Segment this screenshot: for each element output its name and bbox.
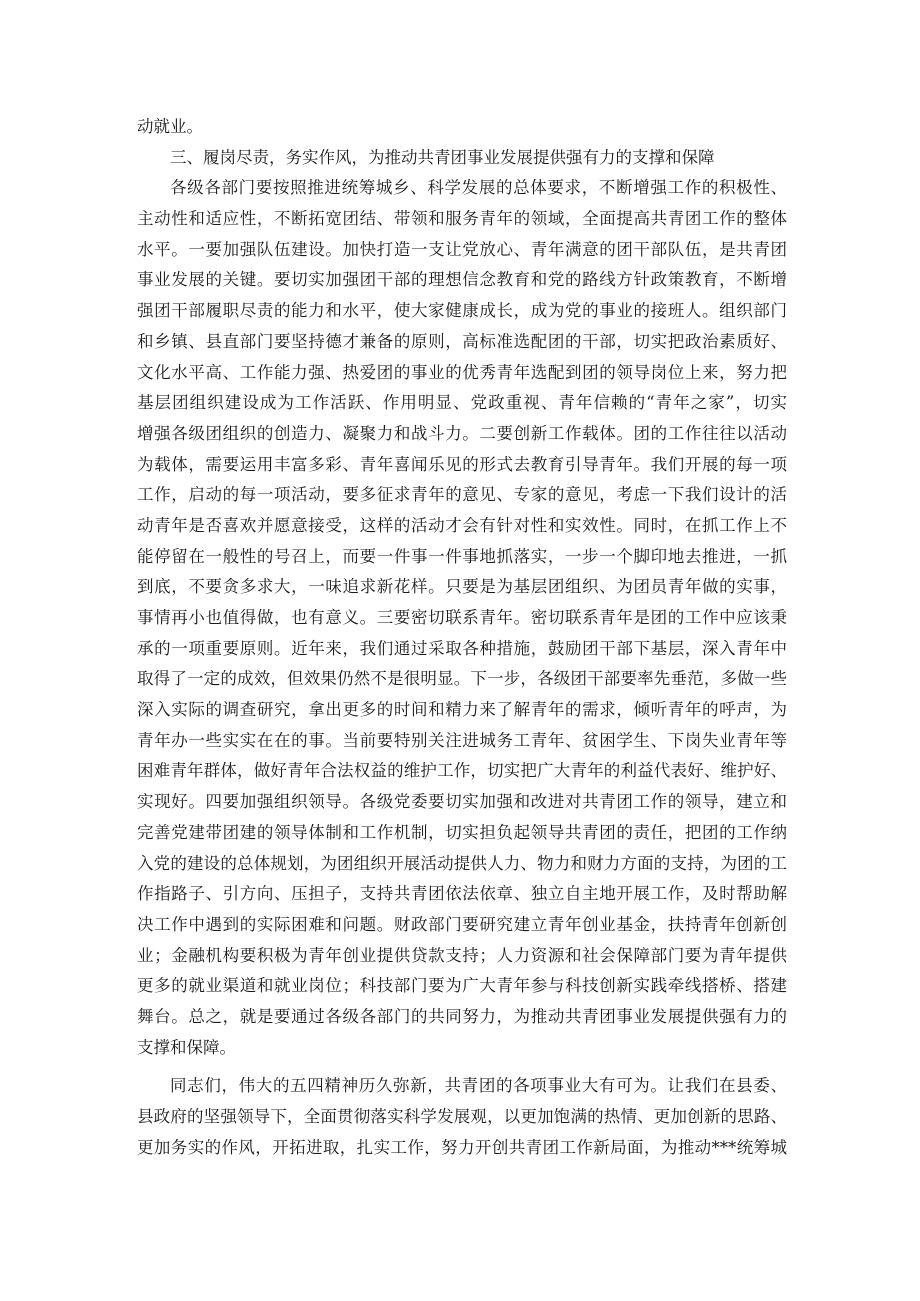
text-line: 动青年是否喜欢并愿意接受，这样的活动才会有针对性和实效性。同时，在抓工作上不 bbox=[137, 515, 787, 535]
text-line: 青年办一些实实在在的事。当前要特别关注进城务工青年、贫困学生、下岗失业青年等 bbox=[137, 730, 787, 750]
text-line: 强团干部履职尽责的能力和水平，使大家健康成长，成为党的事业的接班人。组织部门 bbox=[137, 301, 787, 321]
paragraph-gap bbox=[137, 1063, 787, 1071]
text-line: 完善党建带团建的领导体制和工作机制，切实担负起领导共青团的责任，把团的工作纳 bbox=[137, 822, 787, 842]
text-line: 承的一项重要原则。近年来，我们通过采取各种措施，鼓励团干部下基层，深入青年中 bbox=[137, 638, 787, 658]
text-line: 决工作中遇到的实际困难和问题。财政部门要研究建立青年创业基金，扶持青年创新创 bbox=[137, 914, 787, 934]
text-line: 取得了一定的成效，但效果仍然不是很明显。下一步，各级团干部要率先垂范，多做一些 bbox=[137, 669, 787, 689]
section-heading: 三、履岗尽责，务实作风，为推动共青团事业发展提供强有力的支撑和保障 bbox=[170, 147, 715, 167]
text-line: 工作，启动的每一项活动，要多征求青年的意见、专家的意见，考虑一下我们设计的活 bbox=[137, 485, 787, 505]
text-line: 更多的就业渠道和就业岗位；科技部门要为广大青年参与科技创新实践牵线搭桥、搭建 bbox=[137, 976, 787, 996]
text-line: 更加务实的作风，开拓进取，扎实工作，努力开创共青团工作新局面，为推动***统筹城 bbox=[137, 1137, 787, 1157]
text-line: 实现好。四要加强组织领导。各级党委要切实加强和改进对共青团工作的领导，建立和 bbox=[137, 792, 787, 812]
text-line: 业；金融机构要积极为青年创业提供贷款支持；人力资源和社会保障部门要为青年提供 bbox=[137, 945, 787, 965]
text-line: 事业发展的关键。要切实加强团干部的理想信念教育和党的路线方针政策教育，不断增 bbox=[137, 270, 787, 290]
text-line: 和乡镇、县直部门要坚持德才兼备的原则，高标准选配团的干部，切实把政治素质好、 bbox=[137, 331, 787, 351]
text-line: 县政府的坚强领导下，全面贯彻落实科学发展观，以更加饱满的热情、更加创新的思路、 bbox=[137, 1107, 787, 1126]
text-line: 水平。一要加强队伍建设。加快打造一支让党放心、青年满意的团干部队伍，是共青团 bbox=[137, 239, 787, 259]
text-line: 深入实际的调查研究，拿出更多的时间和精力来了解青年的需求，倾听青年的呼声，为 bbox=[137, 700, 787, 720]
document-body bbox=[137, 112, 787, 1163]
text-line: 同志们，伟大的五四精神历久弥新，共青团的各项事业大有可为。让我们在县委、 bbox=[170, 1076, 787, 1096]
text-line: 各级各部门要按照推进统筹城乡、科学发展的总体要求，不断增强工作的积极性、 bbox=[170, 178, 787, 198]
text-line: 基层团组织建设成为工作活跃、作用明显、党政重视、青年信赖的“青年之家”，切实 bbox=[137, 393, 787, 413]
text-line: 为载体，需要运用丰富多彩、青年喜闻乐见的形式去教育引导青年。我们开展的每一项 bbox=[137, 454, 787, 474]
text-line: 入党的建设的总体规划，为团组织开展活动提供人力、物力和财力方面的支持，为团的工 bbox=[137, 853, 787, 873]
text-line: 到底，不要贪多求大，一味追求新花样。只要是为基层团组织、为团员青年做的实事， bbox=[137, 577, 787, 597]
text-line: 主动性和适应性，不断拓宽团结、带领和服务青年的领域，全面提高共青团工作的整体 bbox=[137, 209, 787, 229]
text-line: 舞台。总之，就是要通过各级各部门的共同努力，为推动共青团事业发展提供强有力的 bbox=[137, 1006, 787, 1026]
text-line: 增强各级团组织的创造力、凝聚力和战斗力。二要创新工作载体。团的工作往往以活动 bbox=[137, 423, 787, 443]
text-line: 困难青年群体，做好青年合法权益的维护工作，切实把广大青年的利益代表好、维护好、 bbox=[137, 761, 787, 781]
text-line: 文化水平高、工作能力强、热爱团的事业的优秀青年选配到团的领导岗位上来，努力把 bbox=[137, 362, 787, 382]
text-line: 事情再小也值得做，也有意义。三要密切联系青年。密切联系青年是团的工作中应该秉 bbox=[137, 608, 787, 627]
text-line: 支撑和保障。 bbox=[137, 1037, 236, 1057]
text-line: 动就业。 bbox=[137, 117, 203, 136]
text-line: 作指路子、引方向、压担子，支持共青团依法依章、独立自主地开展工作，及时帮助解 bbox=[137, 884, 787, 904]
text-line: 能停留在一般性的号召上，而要一件事一件事地抓落实，一步一个脚印地去推进，一抓 bbox=[137, 546, 787, 566]
